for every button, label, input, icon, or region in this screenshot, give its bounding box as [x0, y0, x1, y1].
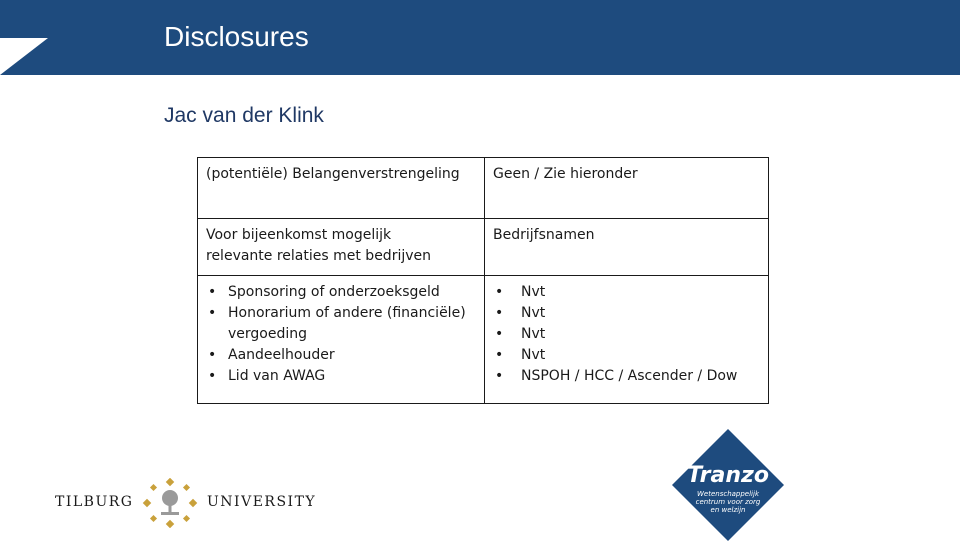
list-item: • Nvt: [493, 345, 760, 366]
tilburg-logo-word-left: TILBURG: [55, 494, 134, 510]
disclosure-table: [197, 157, 769, 404]
list-item: • NSPOH / HCC / Ascender / Dow: [493, 366, 760, 387]
tranzo-logo: [671, 428, 785, 542]
table-cell-company-names: [485, 276, 769, 404]
tilburg-university-logo: [55, 478, 317, 528]
slide-title: Disclosures: [164, 21, 309, 52]
table-row: [198, 276, 769, 404]
table-cell-company-names-header: Bedrijfsnamen: [485, 219, 769, 276]
tilburg-emblem-icon: [141, 478, 199, 528]
tilburg-logo-word-right: UNIVERSITY: [207, 494, 317, 510]
table-cell-conflict-label: (potentiële) Belangenverstrengeling: [198, 158, 485, 219]
presenter-name: Jac van der Klink: [164, 104, 324, 127]
tranzo-tagline: Wetenschappelijk centrum voor zorg en welzijn: [695, 490, 761, 514]
list-item: • Nvt: [493, 324, 760, 345]
table-row: [198, 219, 769, 276]
table-cell-relations-label: [198, 219, 485, 276]
list-item: • Honorarium of andere (financiële) vergoeding: [206, 303, 476, 345]
header-bar: [0, 0, 960, 75]
list-item: • Lid van AWAG: [206, 366, 476, 387]
list-item: • Nvt: [493, 282, 760, 303]
list-item: • Nvt: [493, 303, 760, 324]
header-notch: [0, 38, 48, 75]
list-item: • Sponsoring of onderzoeksgeld: [206, 282, 476, 303]
company-name-list: [493, 282, 760, 387]
list-item: • Aandeelhouder: [206, 345, 476, 366]
table-row: [198, 158, 769, 219]
relations-label-line2: relevante relaties met bedrijven: [206, 248, 432, 264]
relation-type-list: [206, 282, 476, 387]
table-cell-conflict-value: Geen / Zie hieronder: [485, 158, 769, 219]
tranzo-name: Tranzo: [687, 463, 769, 488]
table-cell-relation-types: [198, 276, 485, 404]
relations-label-line1: Voor bijeenkomst mogelijk: [206, 227, 392, 243]
